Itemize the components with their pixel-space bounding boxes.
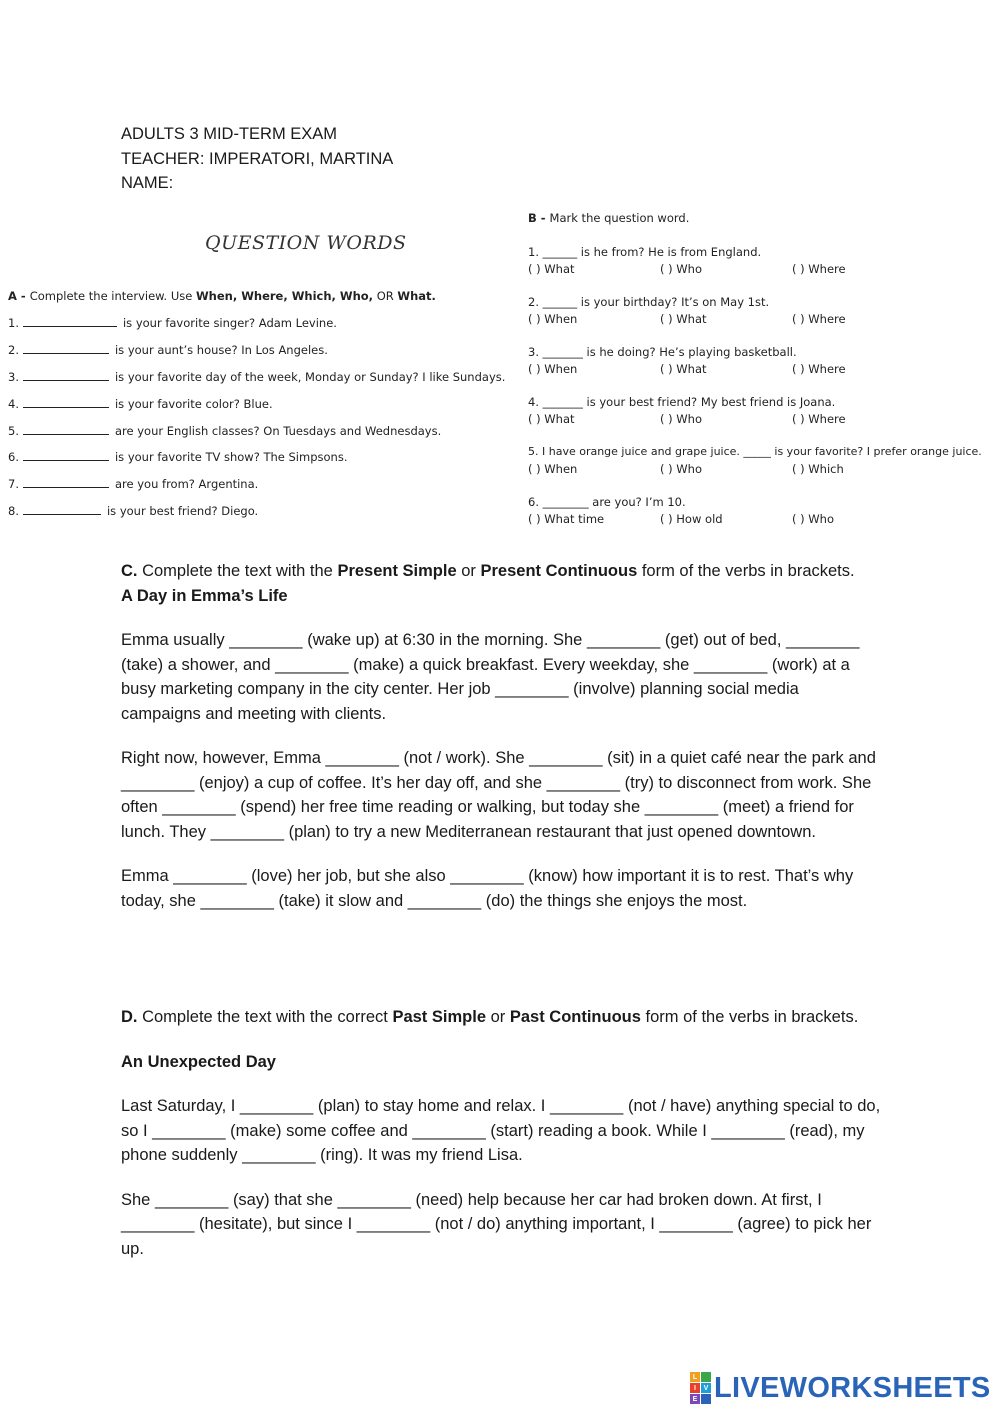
answer-blank[interactable] [23, 344, 109, 354]
section-c-paragraph-3[interactable]: Emma ________ (love) her job, but she also ________ (know) how important it is to rest. That’s why today, she ________ (take) it slow and ________ (do) the things she enjoys the most. [121, 867, 854, 910]
option-checkbox[interactable]: ( ) Who [792, 512, 834, 526]
teacher-line: TEACHER: IMPERATORI, MARTINA [121, 149, 394, 168]
option-checkbox[interactable]: ( ) Where [792, 362, 846, 376]
section-b-question-5: 5. I have orange juice and grape juice. _____ is your favorite? I prefer orange juice. [528, 445, 982, 458]
option-checkbox[interactable]: ( ) Who [660, 412, 702, 426]
answer-blank[interactable] [23, 451, 109, 461]
option-checkbox[interactable]: ( ) When [528, 362, 578, 376]
answer-blank[interactable] [23, 505, 101, 515]
section-d-paragraph-2[interactable]: She ________ (say) that she ________ (need) help because her car had broken down. At first, I ________ (hesitate), but since I ________ (not / do) anything important, I ________ (agree) to pick her up. [121, 1190, 872, 1258]
section-a-item-6: 6. is your favorite TV show? The Simpsons. [8, 450, 348, 464]
section-d [121, 1005, 881, 1261]
exam-title: ADULTS 3 MID-TERM EXAM [121, 125, 338, 143]
section-b-question-3: 3. _______ is he doing? He’s playing basketball. [528, 345, 797, 359]
section-c-instructions: C. Complete the text with the Present Simple or Present Continuous form of the verbs in brackets. [121, 562, 855, 580]
section-a-item-2: 2. is your aunt’s house? In Los Angeles. [8, 343, 328, 357]
logo-tiles-icon: L I V E [690, 1372, 711, 1404]
option-checkbox[interactable]: ( ) Which [792, 462, 844, 476]
section-a-item-1: 1. is your favorite singer? Adam Levine. [8, 316, 337, 330]
section-c-paragraph-2[interactable]: Right now, however, Emma ________ (not / work). She ________ (sit) in a quiet café near the park and ________ (enjoy) a cup of coffee. It’s her day off, and she ________ (try) to disconnect from work. She often ________ (spend) her free time reading or walking, but today she ________ (meet) a friend for lunch. They ________ (plan) to try a new Mediterranean restaurant that just opened downtown. [121, 749, 876, 841]
option-checkbox[interactable]: ( ) Who [660, 462, 702, 476]
option-checkbox[interactable]: ( ) Where [792, 262, 846, 276]
section-c-paragraph-1[interactable]: Emma usually ________ (wake up) at 6:30 in the morning. She ________ (get) out of bed, ________ (take) a shower, and ________ (make) a quick breakfast. Every weekday, she ________ (work) at a busy marketing company in the city center. Her job ________ (involve) planning social media campaigns and meeting with clients. [121, 631, 860, 723]
section-a-item-3: 3. is your favorite day of the week, Monday or Sunday? I like Sundays. [8, 370, 506, 384]
section-d-instructions: D. Complete the text with the correct Past Simple or Past Continuous form of the verbs in brackets. [121, 1008, 859, 1026]
section-a-item-5: 5. are your English classes? On Tuesdays and Wednesdays. [8, 424, 442, 438]
section-c [121, 559, 881, 913]
section-a-item-8: 8. is your best friend? Diego. [8, 504, 259, 518]
section-b-question-2: 2. ______ is your birthday? It’s on May 1st. [528, 295, 770, 309]
option-checkbox[interactable]: ( ) How old [660, 512, 723, 526]
option-checkbox[interactable]: ( ) What [660, 312, 707, 326]
section-c-story-title: A Day in Emma’s Life [121, 586, 288, 605]
name-line: NAME: [121, 174, 174, 192]
section-b-question-1: 1. ______ is he from? He is from England. [528, 245, 762, 259]
option-checkbox[interactable]: ( ) What [528, 262, 575, 276]
option-checkbox[interactable]: ( ) What [528, 412, 575, 426]
answer-blank[interactable] [23, 425, 109, 435]
answer-blank[interactable] [23, 371, 109, 381]
option-checkbox[interactable]: ( ) When [528, 312, 578, 326]
logo-text: LIVEWORKSHEETS [714, 1371, 991, 1404]
section-a-item-4: 4. is your favorite color? Blue. [8, 397, 273, 411]
liveworksheets-logo[interactable] [690, 1373, 991, 1403]
question-words-title: QUESTION WORDS [205, 232, 407, 254]
option-checkbox[interactable]: ( ) What time [528, 512, 605, 526]
section-a-item-7: 7. are you from? Argentina. [8, 477, 259, 491]
option-checkbox[interactable]: ( ) Who [660, 262, 702, 276]
exam-header [121, 122, 393, 196]
answer-blank[interactable] [23, 317, 117, 327]
section-d-paragraph-1[interactable]: Last Saturday, I ________ (plan) to stay home and relax. I ________ (not / have) anything special to do, so I ________ (make) some coffee and ________ (start) reading a book. While I ________ (read), my phone suddenly ________ (ring). It was my friend Lisa. [121, 1097, 881, 1164]
option-checkbox[interactable]: ( ) What [660, 362, 707, 376]
section-b-question-4: 4. _______ is your best friend? My best friend is Joana. [528, 395, 836, 409]
section-d-story-title: An Unexpected Day [121, 1052, 276, 1071]
option-checkbox[interactable]: ( ) When [528, 462, 578, 476]
section-b-question-6: 6. ________ are you? I’m 10. [528, 495, 686, 509]
option-checkbox[interactable]: ( ) Where [792, 312, 846, 326]
option-checkbox[interactable]: ( ) Where [792, 412, 846, 426]
answer-blank[interactable] [23, 478, 109, 488]
answer-blank[interactable] [23, 398, 109, 408]
section-b-instructions: B - Mark the question word. [528, 211, 690, 225]
section-a-instructions: A - Complete the interview. Use When, Where, Which, Who, OR What. [8, 289, 436, 303]
